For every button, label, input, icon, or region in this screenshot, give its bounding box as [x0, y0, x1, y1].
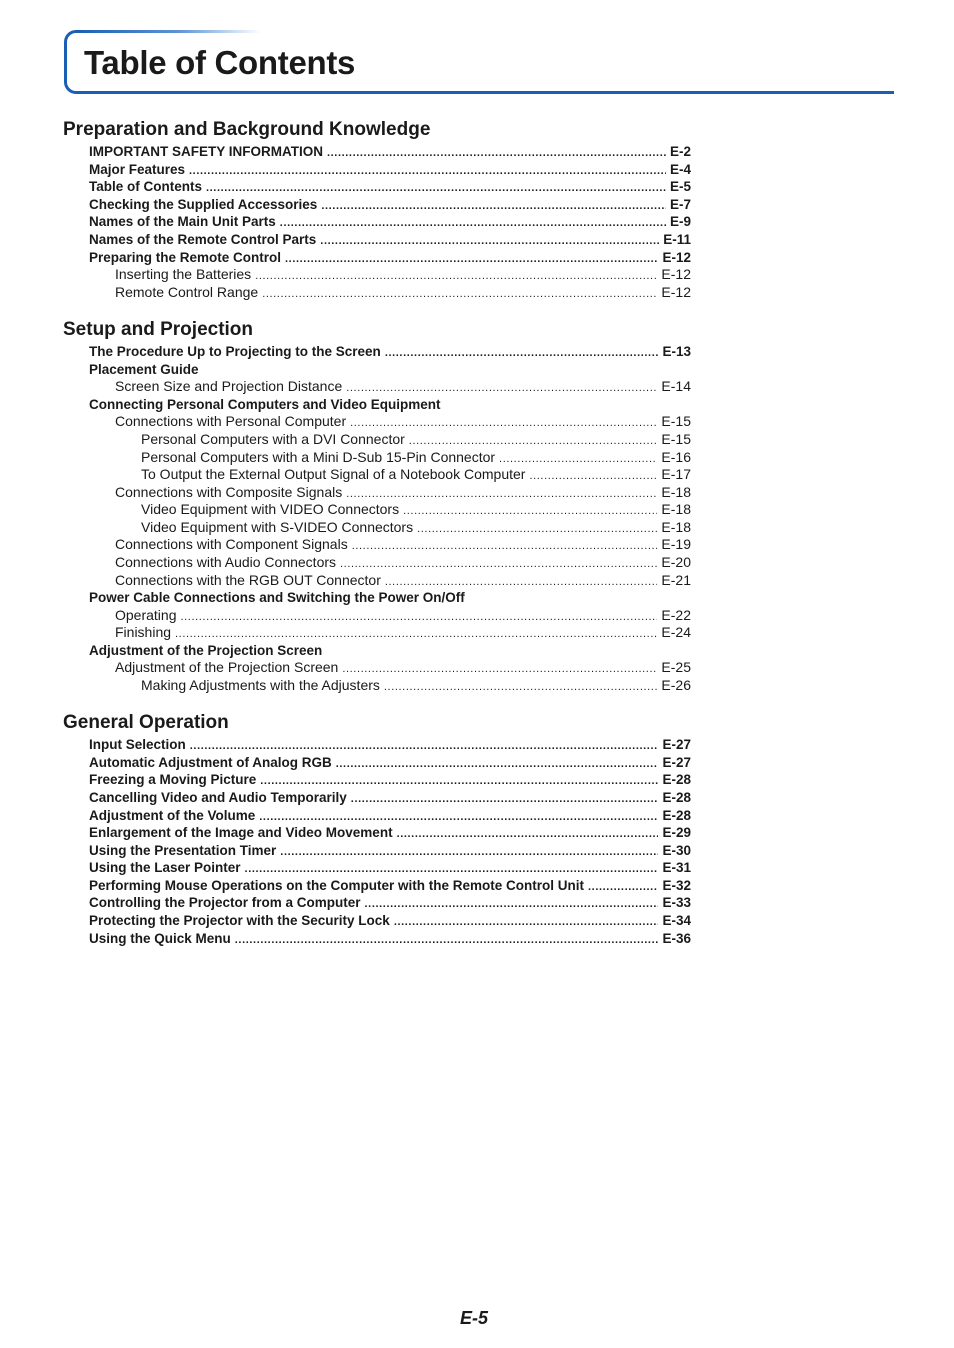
toc-entry[interactable]: Inserting the Batteries ..... E-12	[115, 266, 691, 283]
dot-leader	[397, 826, 659, 843]
toc-entry[interactable]: Adjustment of the Projection Screen	[89, 643, 323, 658]
dot-leader	[385, 345, 659, 362]
toc-entry[interactable]: Enlargement of the Image and Video Movement ..... E-29	[89, 824, 691, 841]
toc-entry[interactable]: Using the Presentation Timer ..... E-30	[89, 842, 691, 859]
toc-entry[interactable]: Using the Laser Pointer ..... E-31	[89, 859, 691, 876]
toc-entry[interactable]: The Procedure Up to Projecting to the Screen ..... E-13	[89, 343, 691, 360]
dot-leader	[342, 661, 657, 678]
toc-entry[interactable]: Using the Quick Menu ..... E-36	[89, 930, 691, 947]
toc-entry[interactable]: Personal Computers with a Mini D-Sub 15-Pin Connector ..... E-16	[141, 449, 691, 466]
dot-leader	[327, 145, 666, 162]
title-frame-underline	[76, 91, 894, 94]
toc-entry[interactable]: Cancelling Video and Audio Temporarily ..... E-28	[89, 789, 691, 806]
toc-entry[interactable]: Freezing a Moving Picture ..... E-28	[89, 771, 691, 788]
dot-leader	[280, 215, 666, 232]
page-title: Table of Contents	[84, 44, 356, 81]
section-heading-general-operation: General Operation	[63, 712, 229, 733]
toc-entry[interactable]: Power Cable Connections and Switching the Power On/Off	[89, 590, 465, 605]
dot-leader	[206, 180, 666, 197]
toc-entry[interactable]: Screen Size and Projection Distance ..... E-14	[115, 378, 691, 395]
dot-leader	[346, 380, 657, 397]
dot-leader	[409, 433, 658, 450]
dot-leader	[529, 468, 657, 485]
toc-entry[interactable]: Adjustment of the Projection Screen ..... E-25	[115, 659, 691, 676]
toc-entry[interactable]: Finishing ..... E-24	[115, 624, 691, 641]
toc-entry[interactable]: Names of the Main Unit Parts ..... E-9	[89, 213, 691, 230]
title-frame-left-curve	[64, 30, 78, 94]
dot-leader	[403, 503, 657, 520]
toc-entry[interactable]: Major Features ..... E-4	[89, 161, 691, 178]
dot-leader	[255, 268, 657, 285]
page-number: E-5	[460, 1308, 489, 1328]
toc-entry[interactable]: IMPORTANT SAFETY INFORMATION ..... E-2	[89, 143, 691, 160]
toc-entry[interactable]: Connections with Personal Computer ..... E-15	[115, 413, 691, 430]
toc-entry[interactable]: Remote Control Range ..... E-12	[115, 284, 691, 301]
toc-entry[interactable]: Input Selection ..... E-27	[89, 736, 691, 753]
toc-entry[interactable]: Names of the Remote Control Parts ..... E-11	[89, 231, 691, 248]
toc-entry[interactable]: Video Equipment with S-VIDEO Connectors ..... E-18	[141, 519, 691, 536]
toc-entry[interactable]: Controlling the Projector from a Computer ..... E-33	[89, 894, 691, 911]
toc-entry[interactable]: Adjustment of the Volume ..... E-28	[89, 807, 691, 824]
dot-leader	[365, 896, 659, 913]
dot-leader	[245, 861, 659, 878]
toc-entry[interactable]: Connections with the RGB OUT Connector ..... E-21	[115, 572, 691, 589]
title-frame	[64, 30, 894, 94]
dot-leader	[260, 773, 658, 790]
dot-leader	[352, 538, 658, 555]
toc-entry[interactable]: Performing Mouse Operations on the Computer with the Remote Control Unit ..... E-32	[89, 877, 691, 894]
toc-entry[interactable]: Connections with Composite Signals ..... E-18	[115, 484, 691, 501]
dot-leader	[350, 415, 657, 432]
dot-leader	[394, 914, 659, 931]
toc-entry[interactable]: Placement Guide	[89, 362, 199, 377]
dot-leader	[320, 233, 659, 250]
toc-entry[interactable]: Automatic Adjustment of Analog RGB ..... E-27	[89, 754, 691, 771]
dot-leader	[384, 679, 658, 696]
toc-entry[interactable]: Connections with Audio Connectors ..... E-20	[115, 554, 691, 571]
dot-leader	[190, 738, 659, 755]
toc-entry[interactable]: Personal Computers with a DVI Connector ..... E-15	[141, 431, 691, 448]
section-heading-setup: Setup and Projection	[63, 319, 254, 340]
toc-entry[interactable]: Connections with Component Signals ..... E-19	[115, 536, 691, 553]
toc-entry[interactable]: Video Equipment with VIDEO Connectors ..... E-18	[141, 501, 691, 518]
toc-entry[interactable]: Preparing the Remote Control ..... E-12	[89, 249, 691, 266]
toc-entry[interactable]: Table of Contents ..... E-5	[89, 178, 691, 195]
toc-entry[interactable]: Operating ..... E-22	[115, 607, 691, 624]
toc-entry[interactable]: Making Adjustments with the Adjusters ..... E-26	[141, 677, 691, 694]
dot-leader	[351, 791, 659, 808]
dot-leader	[175, 626, 657, 643]
dot-leader	[340, 556, 657, 573]
toc-entry[interactable]: Protecting the Projector with the Security Lock ..... E-34	[89, 912, 691, 929]
toc-entry[interactable]: Connecting Personal Computers and Video Equipment	[89, 397, 441, 412]
dot-leader	[262, 286, 657, 303]
dot-leader	[235, 932, 659, 949]
section-heading-preparation: Preparation and Background Knowledge	[63, 119, 431, 140]
title-frame-top-accent	[76, 30, 261, 33]
toc-entry[interactable]: Checking the Supplied Accessories ..... E-7	[89, 196, 691, 213]
toc-entry[interactable]: To Output the External Output Signal of a Notebook Computer ..... E-17	[141, 466, 691, 483]
